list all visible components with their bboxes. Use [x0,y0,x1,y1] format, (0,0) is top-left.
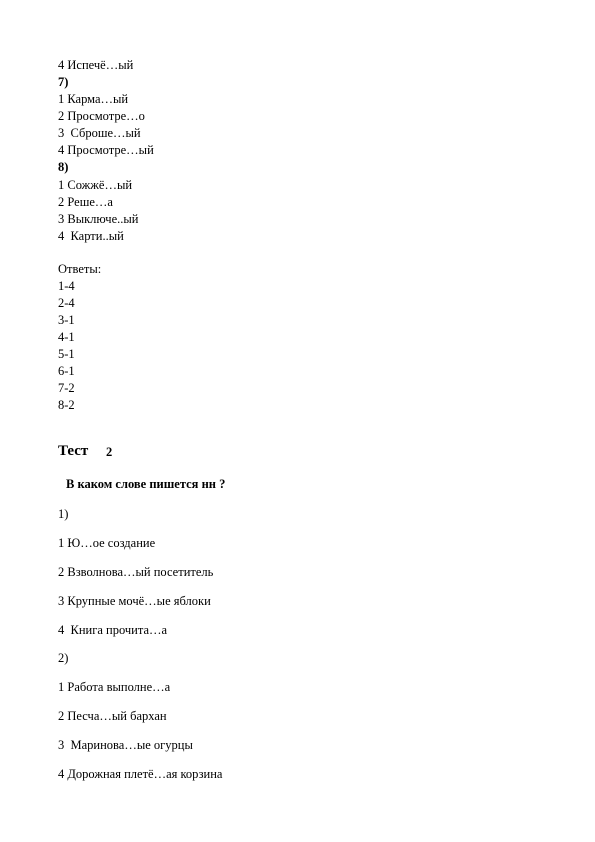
test-number: 2 [106,445,113,459]
option-line: 2 Песча…ый бархан [58,709,167,723]
option-line: 3 Выключе..ый [58,212,139,226]
answer-item: 3-1 [58,313,75,327]
answer-item: 5-1 [58,347,75,361]
option-line: 3 Маринова…ые огурцы [58,738,193,752]
answer-item: 2-4 [58,296,75,310]
question-number: 2) [58,651,69,665]
answer-item: 4-1 [58,330,75,344]
option-line: 1 Сожжё…ый [58,178,133,192]
question-number: 1) [58,507,69,521]
option-line: 4 Испечё…ый [58,58,134,72]
question-heading: В каком слове пишется нн ? [66,477,226,491]
question-number: 7) [58,75,69,89]
test-title: Тест [58,443,89,459]
option-line: 1 Ю…ое создание [58,536,156,550]
option-line: 1 Работа выполне…а [58,680,171,694]
option-line: 2 Реше…а [58,195,113,209]
option-line: 2 Взволнова…ый посетитель [58,565,214,579]
option-line: 4 Книга прочита…а [58,623,168,637]
answer-item: 8-2 [58,398,75,412]
answer-item: 6-1 [58,364,75,378]
option-line: 3 Сброше…ый [58,126,141,140]
answer-item: 7-2 [58,381,75,395]
option-line: 4 Просмотре…ый [58,143,154,157]
option-line: 2 Просмотре…о [58,109,145,123]
option-line: 4 Дорожная плетё…ая корзина [58,767,223,781]
answer-item: 1-4 [58,279,75,293]
option-line: 1 Карма…ый [58,92,129,106]
option-line: 3 Крупные мочё…ые яблоки [58,594,211,608]
answers-heading: Ответы: [58,262,102,276]
question-number: 8) [58,160,69,174]
option-line: 4 Карти..ый [58,229,124,243]
